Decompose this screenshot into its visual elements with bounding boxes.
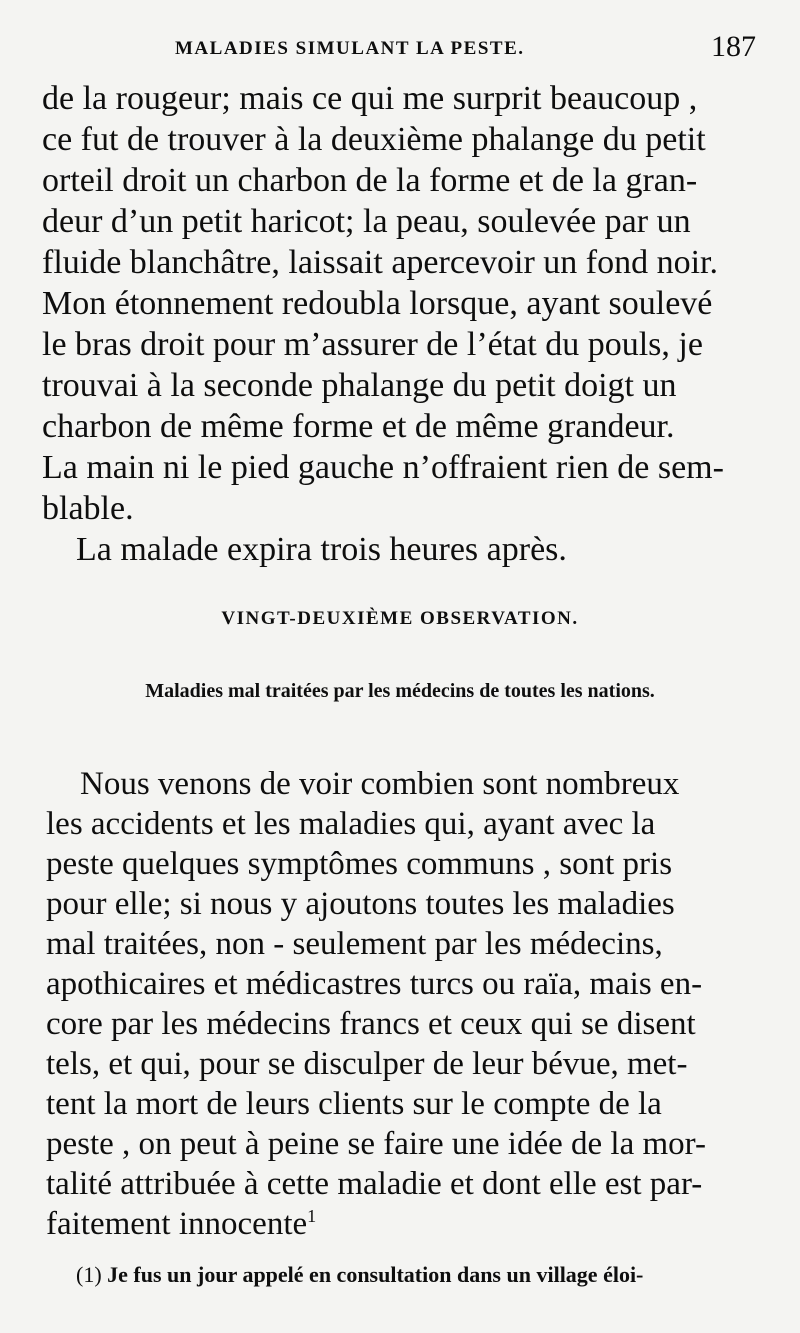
text-line: fluide blanchâtre, laissait apercevoir un fond noir. xyxy=(42,244,718,281)
text-line: ce fut de trouver à la deuxième phalange du petit xyxy=(42,121,706,158)
text-line: faitement innocente xyxy=(46,1206,308,1242)
footnote-reference: 1 xyxy=(307,1206,317,1226)
text-line: deur d’un petit haricot; la peau, soulevée par un xyxy=(42,203,691,240)
running-title: MALADIES SIMULANT LA PESTE. xyxy=(175,38,525,59)
text-line: pour elle; si nous y ajoutons toutes les maladies xyxy=(46,886,675,922)
text-line: mal traitées, non - seulement par les médecins, xyxy=(46,926,663,962)
text-line: les accidents et les maladies qui, ayant avec la xyxy=(46,806,656,842)
text-line: La main ni le pied gauche n’offraient rien de sem- xyxy=(42,449,724,486)
text-line: peste , on peut à peine se faire une idée de la mor- xyxy=(46,1126,706,1162)
text-line: Mon étonnement redoubla lorsque, ayant soulevé xyxy=(42,285,713,322)
footnote-text: Je fus un jour appelé en consultation dans un village éloi- xyxy=(107,1262,644,1287)
text-line: talité attribuée à cette maladie et dont elle est par- xyxy=(46,1166,703,1202)
page-number: 187 xyxy=(711,30,756,63)
text-line: orteil droit un charbon de la forme et de la gran- xyxy=(42,162,698,199)
text-line: Nous venons de voir combien sont nombreux xyxy=(80,766,680,802)
text-line: tels, et qui, pour se disculper de leur bévue, met- xyxy=(46,1046,688,1082)
text-line: blable. xyxy=(42,490,134,527)
text-line: trouvai à la seconde phalange du petit doigt un xyxy=(42,367,677,404)
footnote xyxy=(76,1262,643,1288)
footnote-marker: (1) xyxy=(76,1262,102,1287)
observation-subtitle: Maladies mal traitées par les médecins de toutes les nations. xyxy=(145,680,655,702)
text-line: apothicaires et médicastres turcs ou raïa, mais en- xyxy=(46,966,703,1002)
text-line-final xyxy=(46,1206,316,1243)
observation-title: VINGT-DEUXIÈME OBSERVATION. xyxy=(221,608,579,629)
text-line: le bras droit pour m’assurer de l’état du pouls, je xyxy=(42,326,703,363)
text-line: tent la mort de leurs clients sur le compte de la xyxy=(46,1086,662,1122)
short-paragraph: La malade expira trois heures après. xyxy=(76,531,567,568)
text-line: core par les médecins francs et ceux qui se disent xyxy=(46,1006,696,1042)
text-line: de la rougeur; mais ce qui me surprit beaucoup , xyxy=(42,80,698,117)
text-line: peste quelques symptômes communs , sont pris xyxy=(46,846,673,882)
page-header xyxy=(40,32,760,72)
text-line: charbon de même forme et de même grandeur. xyxy=(42,408,675,445)
